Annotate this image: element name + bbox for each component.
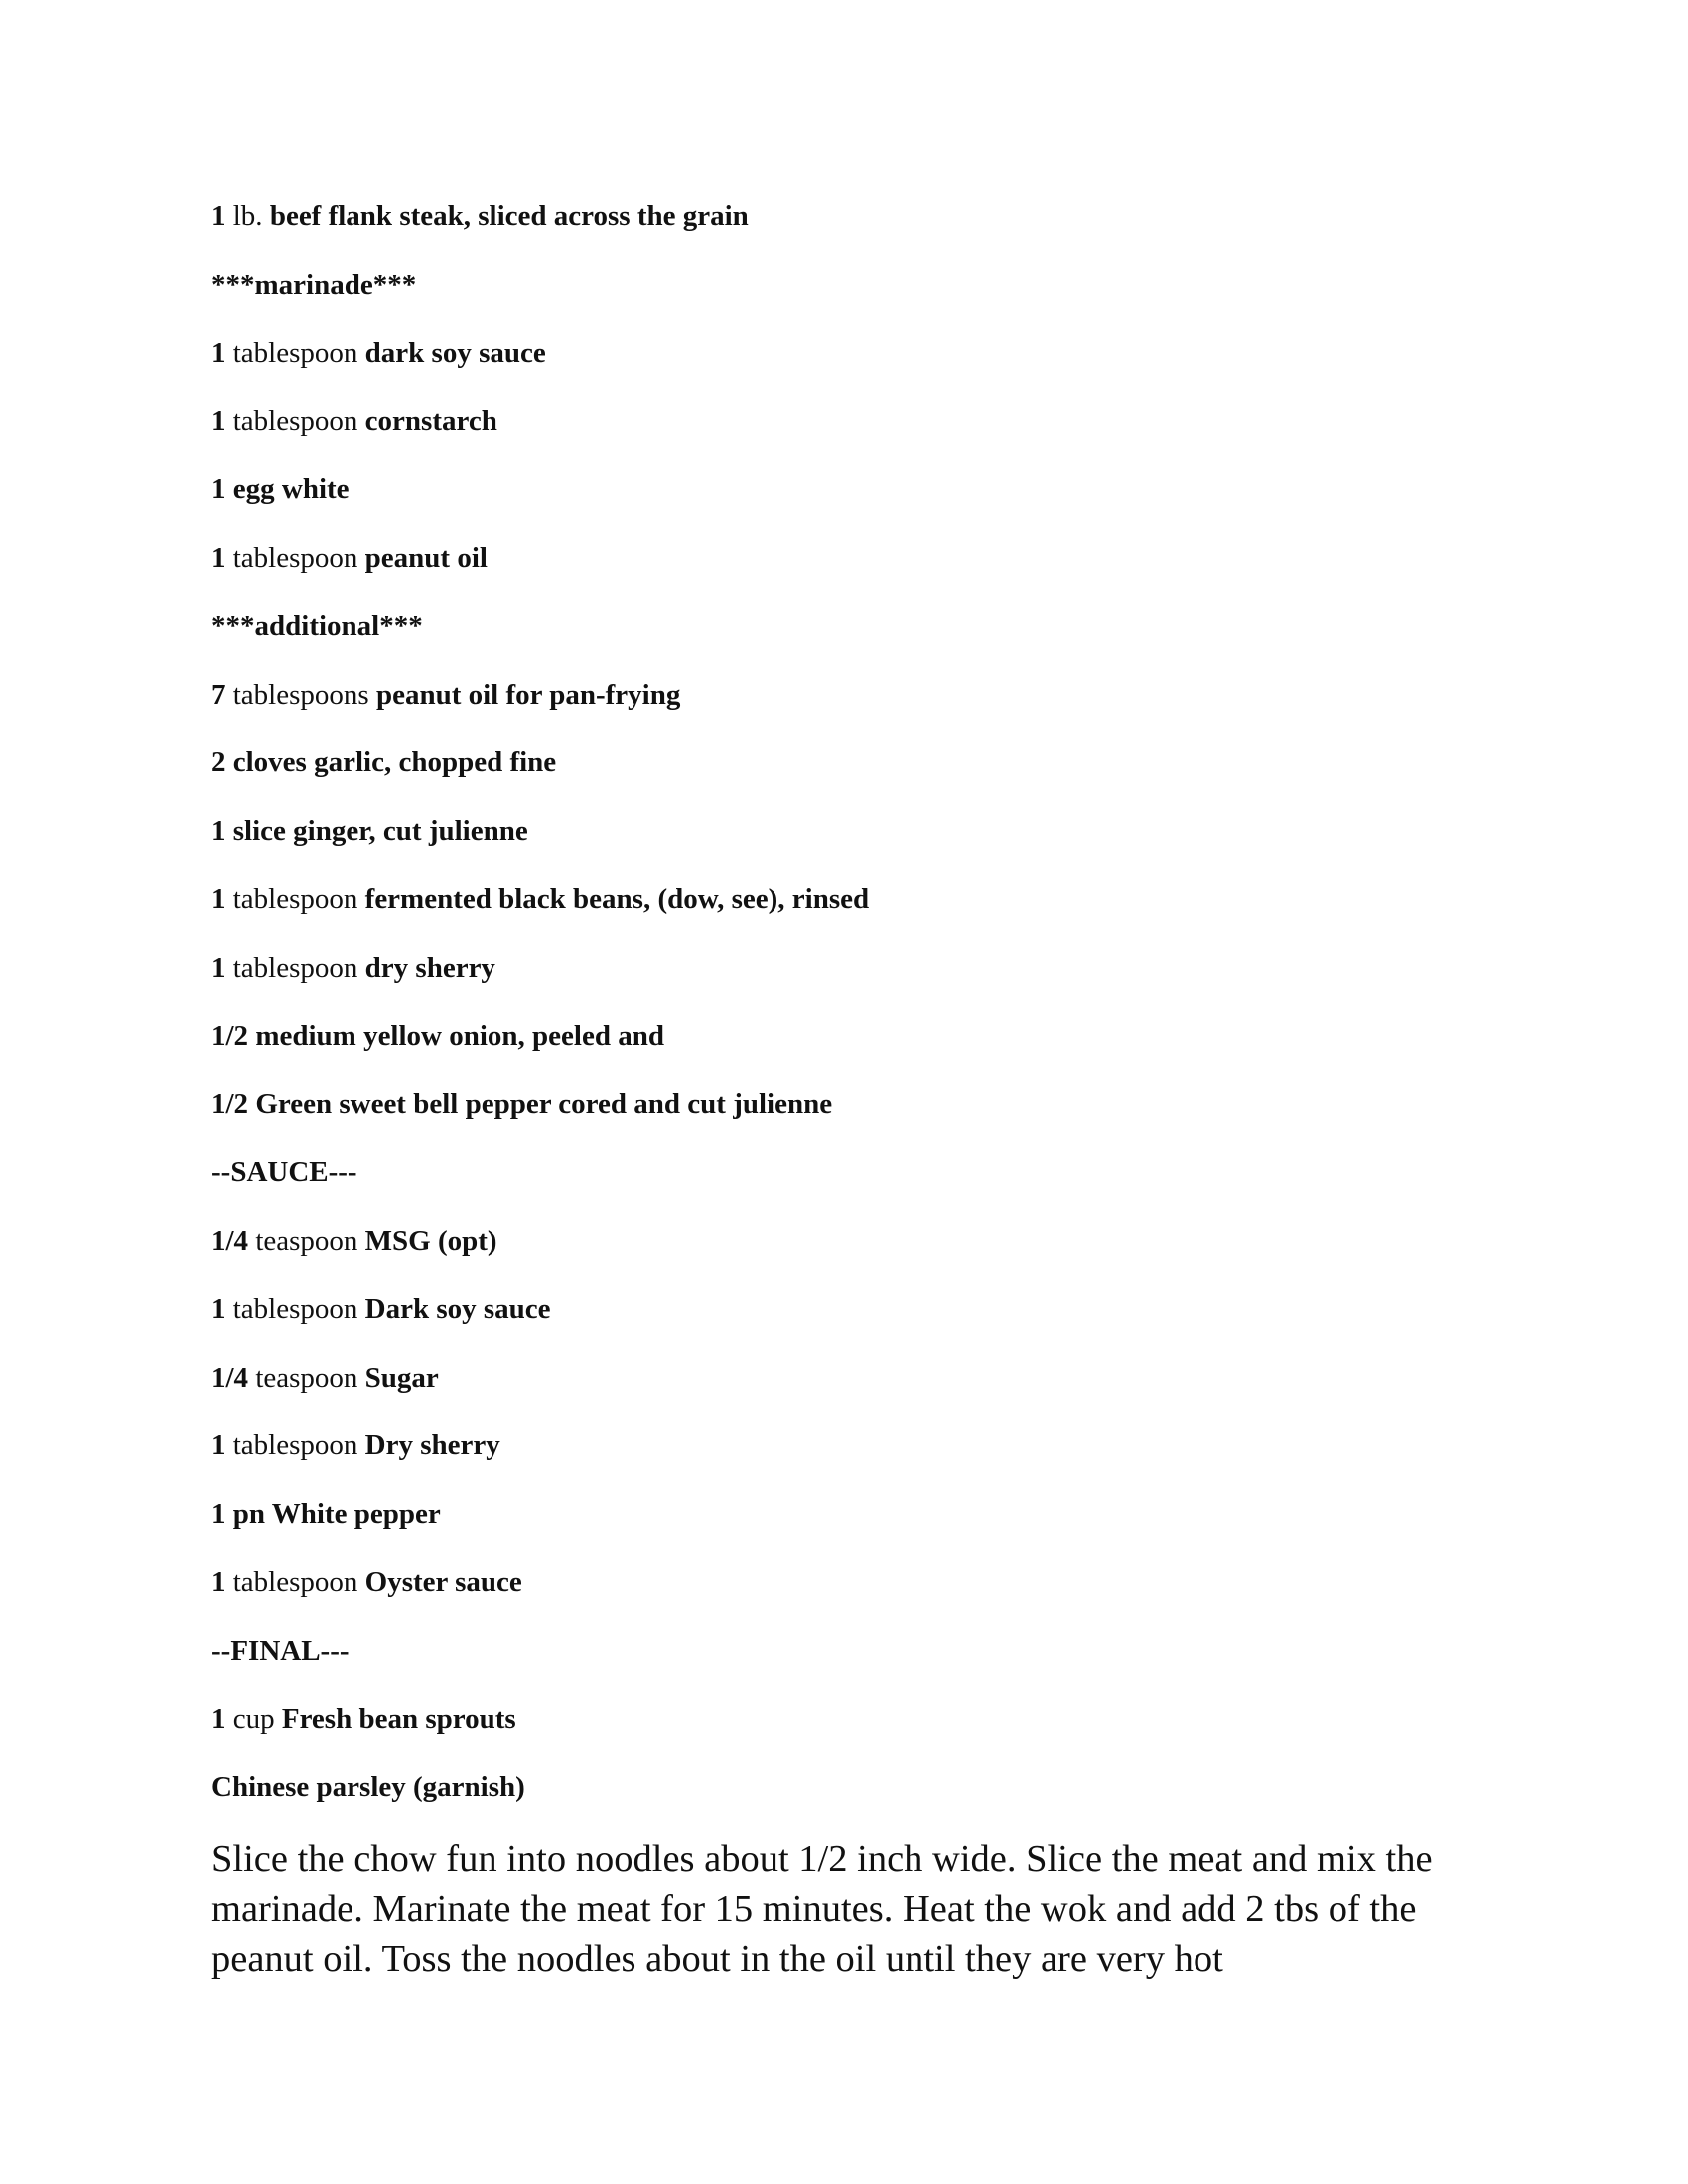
ingredient-unit: tablespoons — [232, 678, 369, 711]
ingredient-line — [211, 1765, 1502, 1834]
ingredient-quantity: 2 — [211, 747, 226, 779]
ingredient-name: cloves garlic, chopped fine — [232, 747, 557, 779]
ingredient-name: Sugar — [364, 1361, 439, 1394]
ingredient-line — [211, 1561, 1502, 1629]
ingredient-quantity: 1/4 — [211, 1224, 249, 1257]
ingredient-name: peanut oil — [364, 541, 488, 574]
ingredient-unit: tablespoon — [232, 1293, 358, 1325]
ingredient-name: cornstarch — [364, 405, 497, 438]
ingredient-line — [211, 1698, 1502, 1766]
ingredient-line — [211, 1356, 1502, 1425]
section-heading — [211, 1629, 1502, 1698]
ingredient-line — [211, 1015, 1502, 1083]
ingredient-unit: tablespoon — [232, 405, 358, 438]
ingredient-name: MSG (opt) — [364, 1224, 497, 1257]
ingredient-unit: tablespoon — [232, 337, 358, 369]
ingredient-name: peanut oil for pan-frying — [375, 678, 681, 711]
ingredient-unit: teaspoon — [255, 1361, 358, 1394]
ingredient-name: Chinese parsley (garnish) — [211, 1771, 525, 1804]
ingredient-line — [211, 399, 1502, 468]
ingredient-name: Oyster sauce — [364, 1566, 522, 1598]
ingredient-quantity: 7 — [211, 678, 226, 711]
ingredient-name: medium yellow onion, peeled and — [255, 1020, 664, 1052]
ingredient-unit: tablespoon — [232, 1566, 358, 1598]
ingredient-quantity: 1 — [211, 883, 226, 915]
ingredient-line — [211, 673, 1502, 742]
ingredient-name: Dark soy sauce — [364, 1293, 551, 1325]
ingredient-line — [211, 468, 1502, 536]
ingredient-quantity: 1 — [211, 1293, 226, 1325]
ingredient-line — [211, 741, 1502, 809]
ingredient-unit: tablespoon — [232, 541, 358, 574]
section-heading-text: --SAUCE--- — [211, 1157, 357, 1189]
ingredient-quantity: 1/2 — [211, 1020, 249, 1052]
ingredient-line — [211, 1288, 1502, 1356]
ingredient-name: Green sweet bell pepper cored and cut julienne — [255, 1088, 833, 1121]
ingredient-quantity: 1 — [211, 1430, 226, 1462]
ingredient-quantity: 1/2 — [211, 1088, 249, 1121]
section-heading — [211, 1151, 1502, 1219]
ingredient-quantity: 1 — [211, 1566, 226, 1598]
section-heading-text: ***marinade*** — [211, 268, 417, 301]
ingredient-line — [211, 809, 1502, 878]
ingredient-line — [211, 536, 1502, 605]
section-heading-text: ***additional*** — [211, 610, 423, 642]
ingredient-quantity: 1 — [211, 474, 226, 506]
ingredient-line — [211, 1219, 1502, 1288]
ingredient-quantity: 1 — [211, 1498, 226, 1531]
ingredient-name: beef flank steak, sliced across the grain — [269, 201, 749, 232]
ingredient-quantity: 1 — [211, 1703, 226, 1735]
ingredient-line — [211, 1424, 1502, 1492]
ingredient-name: dark soy sauce — [364, 337, 546, 369]
ingredient-quantity: 1/4 — [211, 1361, 249, 1394]
ingredient-unit: lb. — [232, 201, 263, 232]
ingredient-quantity: 1 — [211, 815, 226, 848]
ingredient-line — [211, 946, 1502, 1015]
ingredient-quantity: 1 — [211, 541, 226, 574]
ingredient-line — [211, 878, 1502, 946]
ingredient-name: pn White pepper — [232, 1498, 441, 1531]
ingredient-list — [211, 195, 1502, 1834]
ingredient-name: fermented black beans, (dow, see), rinsed — [364, 883, 870, 915]
ingredient-line — [211, 1082, 1502, 1151]
section-heading — [211, 263, 1502, 332]
ingredient-name: dry sherry — [364, 951, 495, 984]
ingredient-line — [211, 1492, 1502, 1561]
ingredient-name: Dry sherry — [364, 1430, 500, 1462]
ingredient-unit: tablespoon — [232, 951, 358, 984]
ingredient-name: slice ginger, cut julienne — [232, 815, 528, 848]
directions-text: Slice the chow fun into noodles about 1/2 inch wide. Slice the meat and mix the marinade. Marinate the meat for 15 minutes. Heat the wok and add 2 tbs of the peanut oil. Toss the noodles about in the oil until they are very hot — [211, 1839, 1433, 1979]
ingredient-name: egg white — [232, 474, 350, 506]
ingredient-quantity: 1 — [211, 337, 226, 369]
ingredient-unit: cup — [232, 1703, 275, 1735]
ingredient-unit: teaspoon — [255, 1224, 358, 1257]
ingredient-unit: tablespoon — [232, 1430, 358, 1462]
ingredient-quantity: 1 — [211, 405, 226, 438]
ingredient-unit: tablespoon — [232, 883, 358, 915]
ingredient-line — [211, 195, 1502, 263]
section-heading-text: --FINAL--- — [211, 1634, 350, 1667]
ingredient-line — [211, 332, 1502, 400]
ingredient-name: Fresh bean sprouts — [281, 1703, 516, 1735]
section-heading — [211, 605, 1502, 673]
ingredient-quantity: 1 — [211, 951, 226, 984]
ingredient-quantity: 1 — [211, 201, 226, 232]
